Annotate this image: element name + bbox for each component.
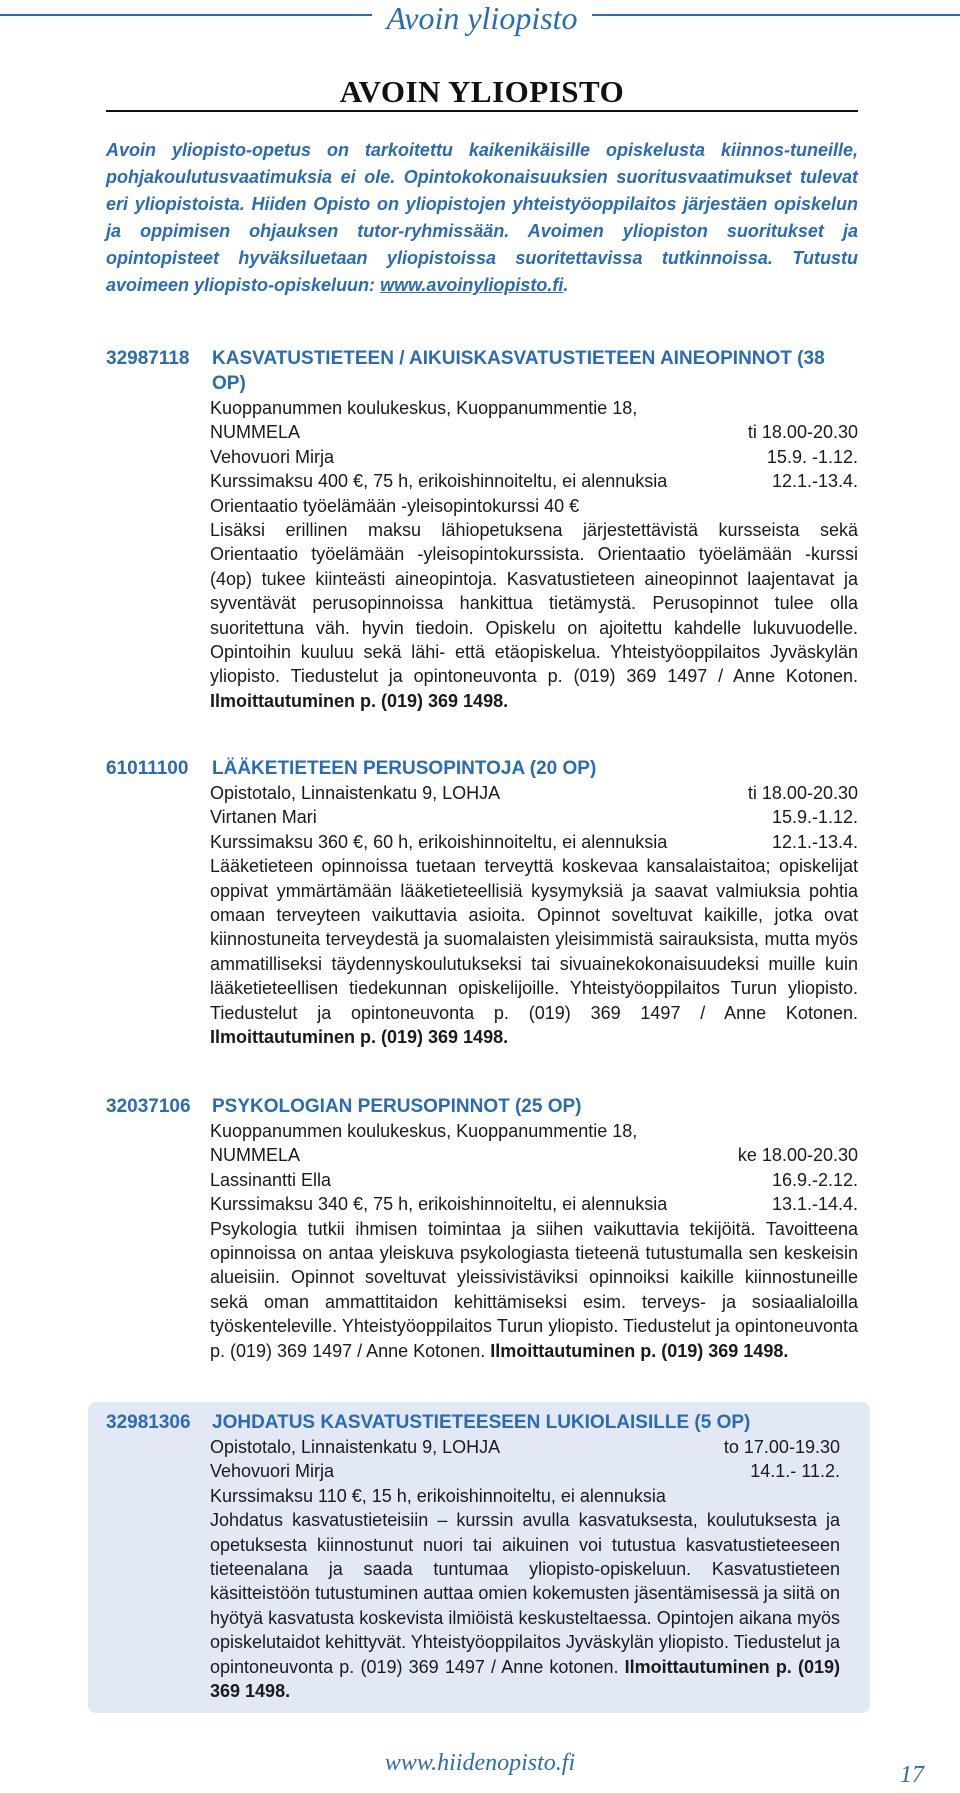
course-code: 32987118	[106, 348, 190, 369]
course-fee-dates: 12.1.-13.4.	[771, 831, 858, 852]
course-time: to 17.00-19.30	[723, 1437, 840, 1457]
course-code: 61011100	[106, 758, 189, 779]
course-details	[210, 396, 858, 713]
course-location: Kuoppanummen koulukeskus, Kuoppanummentie 18,	[210, 398, 638, 418]
course-details	[210, 781, 858, 1049]
course-listing	[106, 1094, 858, 1363]
course-time: ti 18.00-20.30	[747, 422, 858, 443]
course-details	[210, 1435, 840, 1703]
course-teacher: Lassinantti Ella	[210, 1169, 332, 1190]
course-dates: 15.9.-1.12.	[771, 807, 858, 828]
registration-info: Ilmoittautuminen p. (019) 369 1498.	[210, 1656, 840, 1702]
course-location: Kuoppanummen koulukeskus, Kuoppanummentie 18,	[210, 1121, 638, 1141]
course-fee-dates: 13.1.-14.4.	[771, 1194, 858, 1215]
description-text: Lisäksi erillinen maksu lähiopetuksena järjestettävistä kursseista sekä Orientaatio työelämään -yleisopintokurssista. Orientaatio työelämään -kurssi (4op) tukee kiinteästi aineopintoja. Kasvatustieteen aineopinnot laajentavat ja syventävät perusopinnoissa hankittua tietämystä. Perusopinnot tulee olla suoritettuna väh. hyvin tiedoin. Opiskelu on ajoitettu kahdelle lukuvuodelle. Opintoihin kuuluu sekä lähi- että etäopiskelua. Yhteistyöoppilaitos Jyväskylän yliopisto. Tiedustelut ja opintoneuvonta p. (019) 369 1497 / Anne Kotonen.	[210, 520, 858, 687]
course-heading	[106, 756, 858, 781]
registration-info: Ilmoittautuminen p. (019) 369 1498.	[210, 1027, 509, 1048]
course-heading	[106, 1094, 858, 1119]
course-location: Opistotalo, Linnaistenkatu 9, LOHJA	[210, 783, 501, 803]
course-teacher: Vehovuori Mirja	[210, 446, 335, 467]
registration-info: Ilmoittautuminen p. (019) 369 1498.	[490, 1340, 789, 1361]
course-teacher: Virtanen Mari	[210, 807, 317, 828]
intro-text: Avoin yliopisto-opetus on tarkoitettu kaikenikäisille opiskelusta kiinnos-tuneille, pohjakoulutusvaatimuksia ei ole. Opintokokonaisuuksien suoritusvaatimukset tulevat eri yliopistoista. Hiiden Opisto on yliopistojen yhteistyöoppilaitos järjestäen opiskelun ja oppimisen ohjauksen tutor-ryhmissään. Avoimen yliopiston suoritukset ja opintopisteet hyväksiluetaan yliopistoissa suoritettavissa tutkinnoissa. Tutustu avoimeen yliopisto-opiskeluun:	[106, 140, 858, 295]
course-time: ke 18.00-20.30	[737, 1145, 858, 1166]
course-heading	[106, 346, 858, 396]
description-text: Lääketieteen opinnoissa tuetaan terveyttä koskevaa kansalaistaitoa; opiskelijat oppivat ymmärtämään lääketieteellisiä kysymyksiä ja saavat valmiuksia pohtia omaan terveyteen vaikuttavia asioita. Opinnot soveltuvat kaikille, jotka ovat kiinnostuneita terveydestä ja suomalaisten yleisimmistä sairauksista, mutta myös ammatilliseksi täydennyskoulutukseksi tai sivuainekokonaisuudeksi muille kuin lääketieteellisen tiedekunnan opiskelijoille. Yhteistyöoppilaitos Turun yliopisto. Tiedustelut ja opintoneuvonta p. (019) 369 1497 / Anne Kotonen.	[210, 856, 858, 1023]
description-text: Psykologia tutkii ihmisen toimintaa ja siihen vaikuttavia tekijöitä. Tavoitteena opinnoissa on antaa yleiskuva psykologiasta tieteenä tutustumalla sen keskeisin alueisiin. Opinnot soveltuvat yleissivistäviksi opinnoiksi kaikille kiinnostuneille sekä oman ammattitaidon kehittämiseksi esim. terveys- ja sosiaalialoilla työskenteleville. Yhteistyöoppilaitos Turun yliopisto. Tiedustelut ja opintoneuvonta p. (019) 369 1497 / Anne Kotonen.	[210, 1218, 858, 1361]
course-fee: Kurssimaksu 360 €, 60 h, erikoishinnoiteltu, ei alennuksia	[210, 831, 668, 852]
course-title: KASVATUSTIETEEN / AIKUISKASVATUSTIETEEN AINEOPINNOT (38 OP)	[212, 348, 825, 394]
course-fee: Kurssimaksu 110 €, 15 h, erikoishinnoiteltu, ei alennuksia	[210, 1485, 666, 1506]
course-listing-highlighted	[88, 1402, 870, 1713]
course-time: ti 18.00-20.30	[747, 783, 858, 803]
page-title: AVOIN YLIOPISTO	[339, 74, 625, 109]
course-fee-dates: 12.1.-13.4.	[771, 471, 858, 492]
course-location-city: NUMMELA	[210, 422, 301, 443]
title-divider	[106, 110, 858, 112]
description-text: Johdatus kasvatustieteisiin – kurssin avulla kasvatuksesta, koulutuksesta ja opetuksesta kiinnostunut nuori tai aikuinen voi tutustua kasvatustieteeseen tieteenalana ja saada tuntumaa yliopisto-opiskeluun. Kasvatustieteen käsitteistöön tutustuminen auttaa omien kokemusten jäsentämisessä ja siitä on hyötyä kasvatusta koskevista ilmiöistä keskusteltaessa. Opintojen aikana myös opiskelutaidot kehittyvät. Yhteistyöoppilaitos Jyväskylän yliopisto. Tiedustelut ja opintoneuvonta p. (019) 369 1497 / Anne kotonen.	[210, 1510, 841, 1677]
course-listing	[106, 346, 858, 713]
intro-paragraph	[106, 137, 858, 299]
footer-website-link[interactable]: www.hiidenopisto.fi	[384, 1750, 576, 1776]
running-title: Avoin yliopisto	[386, 0, 578, 36]
avoinyliopisto-link[interactable]: www.avoinyliopisto.fi	[380, 275, 564, 295]
running-header	[0, 0, 960, 44]
course-description	[210, 1508, 840, 1703]
header-rule-right	[592, 14, 960, 16]
course-code: 32981306	[106, 1412, 191, 1433]
course-title: LÄÄKETIETEEN PERUSOPINTOJA (20 OP)	[212, 758, 597, 779]
course-title: JOHDATUS KASVATUSTIETEESEEN LUKIOLAISILLE (5 OP)	[212, 1412, 751, 1433]
course-listing	[106, 756, 858, 1049]
course-teacher: Vehovuori Mirja	[210, 1461, 335, 1482]
course-details	[210, 1119, 858, 1363]
intro-end: .	[563, 275, 569, 295]
course-dates: 16.9.-2.12.	[771, 1169, 858, 1190]
course-extra-fee: Orientaatio työelämään -yleisopintokurssi 40 €	[210, 495, 580, 516]
course-code: 32037106	[106, 1096, 191, 1117]
course-heading	[88, 1410, 870, 1435]
course-description	[210, 1217, 858, 1363]
course-location-city: NUMMELA	[210, 1145, 301, 1166]
course-dates: 14.1.- 11.2.	[750, 1461, 840, 1482]
course-description	[210, 854, 858, 1049]
course-title: PSYKOLOGIAN PERUSOPINNOT (25 OP)	[212, 1096, 582, 1117]
course-location: Opistotalo, Linnaistenkatu 9, LOHJA	[210, 1437, 501, 1457]
header-rule-left	[0, 14, 372, 16]
course-fee: Kurssimaksu 340 €, 75 h, erikoishinnoiteltu, ei alennuksia	[210, 1194, 668, 1215]
course-description	[210, 518, 858, 713]
course-dates: 15.9. -1.12.	[766, 446, 858, 467]
page-number: 17	[900, 1762, 924, 1788]
registration-info: Ilmoittautuminen p. (019) 369 1498.	[210, 690, 509, 711]
course-fee: Kurssimaksu 400 €, 75 h, erikoishinnoiteltu, ei alennuksia	[210, 471, 668, 492]
